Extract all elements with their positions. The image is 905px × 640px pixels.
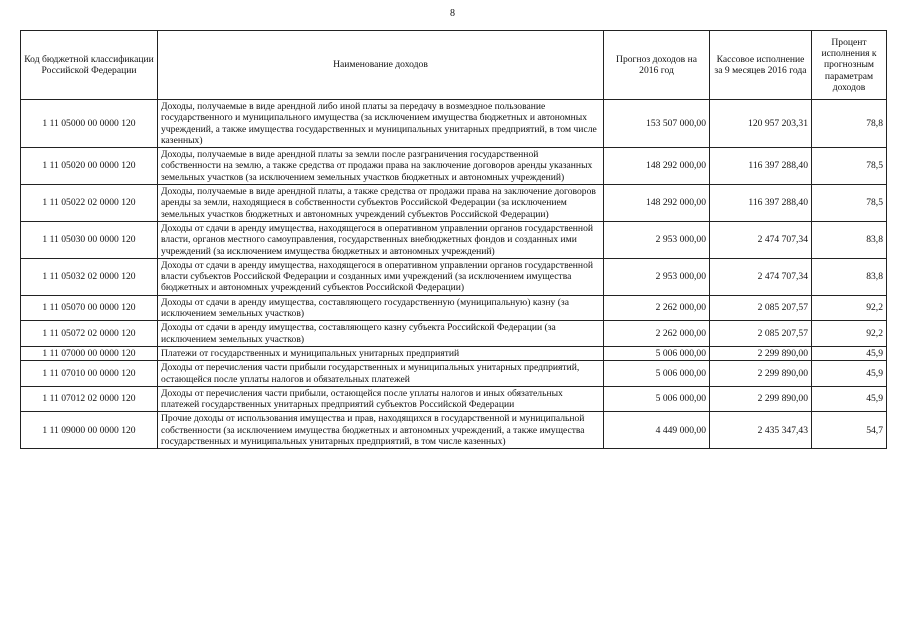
percent-cell: 45,9 xyxy=(812,386,887,412)
forecast-cell: 2 953 000,00 xyxy=(604,221,710,258)
execution-cell: 2 299 890,00 xyxy=(710,386,812,412)
table-row xyxy=(21,321,887,347)
execution-cell: 2 299 890,00 xyxy=(710,361,812,387)
percent-cell: 83,8 xyxy=(812,221,887,258)
revenue-name-cell: Доходы от сдачи в аренду имущества, составляющего государственную (муниципальную) казну (за исключением земельных участков) xyxy=(158,295,604,321)
budget-code-cell: 1 11 07012 02 0000 120 xyxy=(21,386,158,412)
table-row xyxy=(21,221,887,258)
execution-cell: 2 435 347,43 xyxy=(710,412,812,449)
revenue-name-cell: Доходы, получаемые в виде арендной платы, а также средства от продажи права на заключение договоров аренды за земли, находящиеся в собственности субъектов Российской Федерации (за исключением земельных участков бюджетных и автономных учреждений субъектов Российской Федерации) xyxy=(158,185,604,222)
budget-code-cell: 1 11 05000 00 0000 120 xyxy=(21,100,158,148)
execution-cell: 2 474 707,34 xyxy=(710,258,812,295)
table-row xyxy=(21,100,887,148)
forecast-cell: 5 006 000,00 xyxy=(604,346,710,360)
budget-code-cell: 1 11 07000 00 0000 120 xyxy=(21,346,158,360)
revenue-name-cell: Доходы, получаемые в виде арендной платы за земли после разграничения государственной собственности на землю, а также средства от продажи права на заключение договоров аренды указанных земельных участков (за исключением земельных участков бюджетных и автономных учреждений) xyxy=(158,148,604,185)
forecast-cell: 2 953 000,00 xyxy=(604,258,710,295)
percent-cell: 92,2 xyxy=(812,321,887,347)
execution-cell: 116 397 288,40 xyxy=(710,185,812,222)
percent-cell: 45,9 xyxy=(812,361,887,387)
header-percent: Процент исполнения к прогнозным параметрам доходов xyxy=(812,31,887,100)
revenue-name-cell: Доходы от сдачи в аренду имущества, находящегося в оперативном управлении органов государственной власти субъектов Российской Федерации и созданных ими учреждений (за исключением имущества бюджетных и автономных учреждений субъектов Российской Федерации) xyxy=(158,258,604,295)
revenue-name-cell: Доходы, получаемые в виде арендной либо иной платы за передачу в возмездное пользование государственного и муниципального имущества (за исключением имущества бюджетных и автономных учреждений, а также имущества государственных и муниципальных унитарных предприятий, в том числе казенных) xyxy=(158,100,604,148)
percent-cell: 78,8 xyxy=(812,100,887,148)
table-row xyxy=(21,295,887,321)
execution-cell: 2 085 207,57 xyxy=(710,295,812,321)
table-row xyxy=(21,148,887,185)
revenue-table xyxy=(20,30,887,449)
budget-code-cell: 1 11 05020 00 0000 120 xyxy=(21,148,158,185)
execution-cell: 116 397 288,40 xyxy=(710,148,812,185)
budget-code-cell: 1 11 05070 00 0000 120 xyxy=(21,295,158,321)
table-row xyxy=(21,185,887,222)
percent-cell: 45,9 xyxy=(812,346,887,360)
page-number: 8 xyxy=(450,8,455,19)
header-forecast: Прогноз доходов на 2016 год xyxy=(604,31,710,100)
table-row xyxy=(21,361,887,387)
revenue-name-cell: Платежи от государственных и муниципальных унитарных предприятий xyxy=(158,346,604,360)
forecast-cell: 153 507 000,00 xyxy=(604,100,710,148)
forecast-cell: 148 292 000,00 xyxy=(604,185,710,222)
header-name: Наименование доходов xyxy=(158,31,604,100)
percent-cell: 78,5 xyxy=(812,185,887,222)
budget-code-cell: 1 11 05072 02 0000 120 xyxy=(21,321,158,347)
revenue-name-cell: Доходы от перечисления части прибыли, остающейся после уплаты налогов и иных обязательных платежей государственных унитарных предприятий субъектов Российской Федерации xyxy=(158,386,604,412)
execution-cell: 2 299 890,00 xyxy=(710,346,812,360)
budget-code-cell: 1 11 05022 02 0000 120 xyxy=(21,185,158,222)
budget-code-cell: 1 11 05032 02 0000 120 xyxy=(21,258,158,295)
forecast-cell: 5 006 000,00 xyxy=(604,361,710,387)
header-execution: Кассовое исполнение за 9 месяцев 2016 года xyxy=(710,31,812,100)
header-code: Код бюджетной классификации Российской Федерации xyxy=(21,31,158,100)
execution-cell: 2 474 707,34 xyxy=(710,221,812,258)
budget-code-cell: 1 11 07010 00 0000 120 xyxy=(21,361,158,387)
forecast-cell: 5 006 000,00 xyxy=(604,386,710,412)
revenue-name-cell: Доходы от сдачи в аренду имущества, составляющего казну субъекта Российской Федерации (за исключением земельных участков) xyxy=(158,321,604,347)
table-header-row xyxy=(21,31,887,100)
table-row xyxy=(21,258,887,295)
table-row xyxy=(21,386,887,412)
forecast-cell: 2 262 000,00 xyxy=(604,295,710,321)
revenue-name-cell: Прочие доходы от использования имущества и прав, находящихся в государственной и муниципальной собственности (за исключением имущества бюджетных и автономных учреждений, а также имущества государственных и муниципальных унитарных предприятий, в том числе казенных) xyxy=(158,412,604,449)
execution-cell: 2 085 207,57 xyxy=(710,321,812,347)
budget-code-cell: 1 11 05030 00 0000 120 xyxy=(21,221,158,258)
percent-cell: 54,7 xyxy=(812,412,887,449)
percent-cell: 92,2 xyxy=(812,295,887,321)
budget-code-cell: 1 11 09000 00 0000 120 xyxy=(21,412,158,449)
execution-cell: 120 957 203,31 xyxy=(710,100,812,148)
forecast-cell: 4 449 000,00 xyxy=(604,412,710,449)
table-row xyxy=(21,346,887,360)
percent-cell: 78,5 xyxy=(812,148,887,185)
table-row xyxy=(21,412,887,449)
revenue-name-cell: Доходы от перечисления части прибыли государственных и муниципальных унитарных предприятий, остающейся после уплаты налогов и обязательных платежей xyxy=(158,361,604,387)
forecast-cell: 148 292 000,00 xyxy=(604,148,710,185)
forecast-cell: 2 262 000,00 xyxy=(604,321,710,347)
revenue-name-cell: Доходы от сдачи в аренду имущества, находящегося в оперативном управлении органов государственной власти, органов местного самоуправления, государственных внебюджетных фондов и созданных ими учреждений (за исключением имущества бюджетных и автономных учреждений) xyxy=(158,221,604,258)
percent-cell: 83,8 xyxy=(812,258,887,295)
